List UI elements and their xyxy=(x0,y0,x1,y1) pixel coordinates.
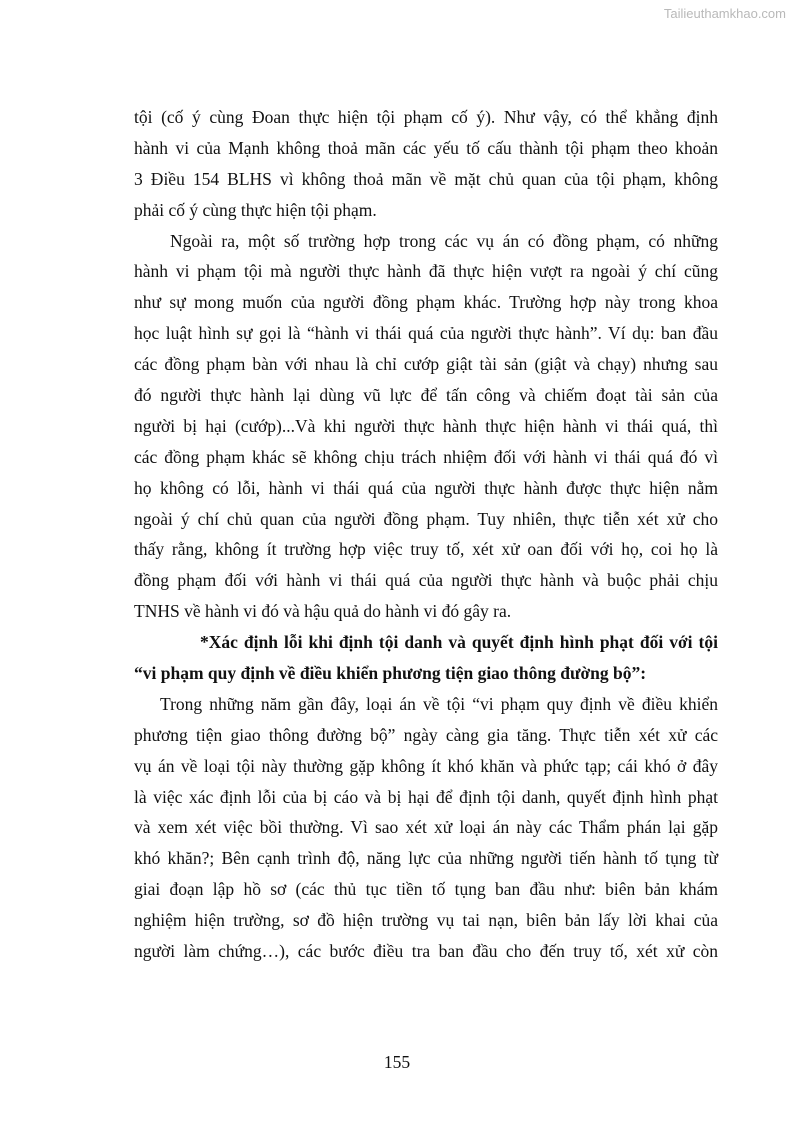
paragraph-continuation xyxy=(134,102,718,226)
text-line: nghiệm hiện trường, sơ đồ hiện trường vụ tai nạn, biên bản lấy lời khai của xyxy=(134,910,718,931)
text-line: khó khăn?; Bên cạnh trình độ, năng lực của những người tiến hành tố tụng từ xyxy=(134,848,718,869)
text-line: là việc xác định lỗi của bị cáo và bị hại để định tội danh, quyết định hình phạt xyxy=(134,786,718,807)
watermark-text: Tailieuthamkhao.com xyxy=(663,6,786,21)
text-line: và xem xét việc bồi thường. Vì sao xét xử loại án này các Thẩm phán lại gặp xyxy=(134,817,718,838)
text-line: đồng phạm đối với hành vi thái quá của người thực hành và buộc phải chịu xyxy=(134,570,718,591)
heading-line: “vi phạm quy định về điều khiển phương tiện giao thông đường bộ”: xyxy=(134,663,647,684)
text-line: tội (cố ý cùng Đoan thực hiện tội phạm cố ý). Như vậy, có thể khẳng định xyxy=(134,107,718,127)
text-line: ngoài ý chí chủ quan của người đồng phạm. Tuy nhiên, thực tiễn xét xử cho xyxy=(134,508,718,529)
text-line: Trong những năm gần đây, loại án về tội “vi phạm quy định về điều khiển xyxy=(160,693,718,714)
heading-line: *Xác định lỗi khi định tội danh và quyết định hình phạt đối với tội xyxy=(200,632,718,653)
text-line: thấy rằng, không ít trường hợp việc truy tố, xét xử oan đối với họ, coi họ là xyxy=(134,539,718,560)
paragraph-excess-acts xyxy=(134,226,718,628)
text-line: TNHS về hành vi đó và hậu quả do hành vi đó gây ra. xyxy=(134,601,512,622)
paragraph-traffic-offense xyxy=(134,689,718,967)
text-line: đó người thực hành lại dùng vũ lực để tấn công và chiếm đoạt tài sản của xyxy=(134,385,718,406)
text-line: giai đoạn lập hồ sơ (các thủ tục tiền tố tụng ban đầu như: biên bản khám xyxy=(134,879,718,900)
text-line: 3 Điều 154 BLHS vì không thoả mãn về mặt chủ quan của tội phạm, không xyxy=(134,168,718,189)
text-line: hành vi phạm tội mà người thực hành đã thực hiện vượt ra ngoài ý chí cũng xyxy=(134,261,718,282)
text-line: các đồng phạm khác sẽ không chịu trách nhiệm đối với hành vi thái quá đó vì xyxy=(134,446,718,467)
text-line: người làm chứng…), các bước điều tra ban đầu cho đến truy tố, xét xử còn xyxy=(134,941,718,962)
text-line: phải cố ý cùng thực hiện tội phạm. xyxy=(134,199,377,220)
text-line: như sự mong muốn của người đồng phạm khác. Trường hợp này trong khoa xyxy=(134,292,718,313)
text-line: học luật hình sự gọi là “hành vi thái quá của người thực hành”. Ví dụ: ban đầu xyxy=(134,323,718,344)
text-line: hành vi của Mạnh không thoả mãn các yếu tố cấu thành tội phạm theo khoản xyxy=(134,137,718,158)
text-line: họ không có lỗi, hành vi thái quá của người thực hành được thực hiện nằm xyxy=(134,477,718,498)
section-heading xyxy=(134,627,718,689)
document-body xyxy=(134,102,718,967)
text-line: người bị hại (cướp)...Và khi người thực hành thực hiện hành vi thái quá, thì xyxy=(134,415,718,436)
page-number: 155 xyxy=(383,1052,411,1072)
text-line: Ngoài ra, một số trường hợp trong các vụ án có đồng phạm, có những xyxy=(170,230,718,251)
text-line: phương tiện giao thông đường bộ” ngày càng gia tăng. Thực tiễn xét xử các xyxy=(134,724,718,745)
text-line: các đồng phạm bàn với nhau là chỉ cướp giật tài sản (giật và chạy) nhưng sau xyxy=(134,354,718,375)
text-line: vụ án về loại tội này thường gặp không ít khó khăn và phức tạp; cái khó ở đây xyxy=(134,755,718,776)
